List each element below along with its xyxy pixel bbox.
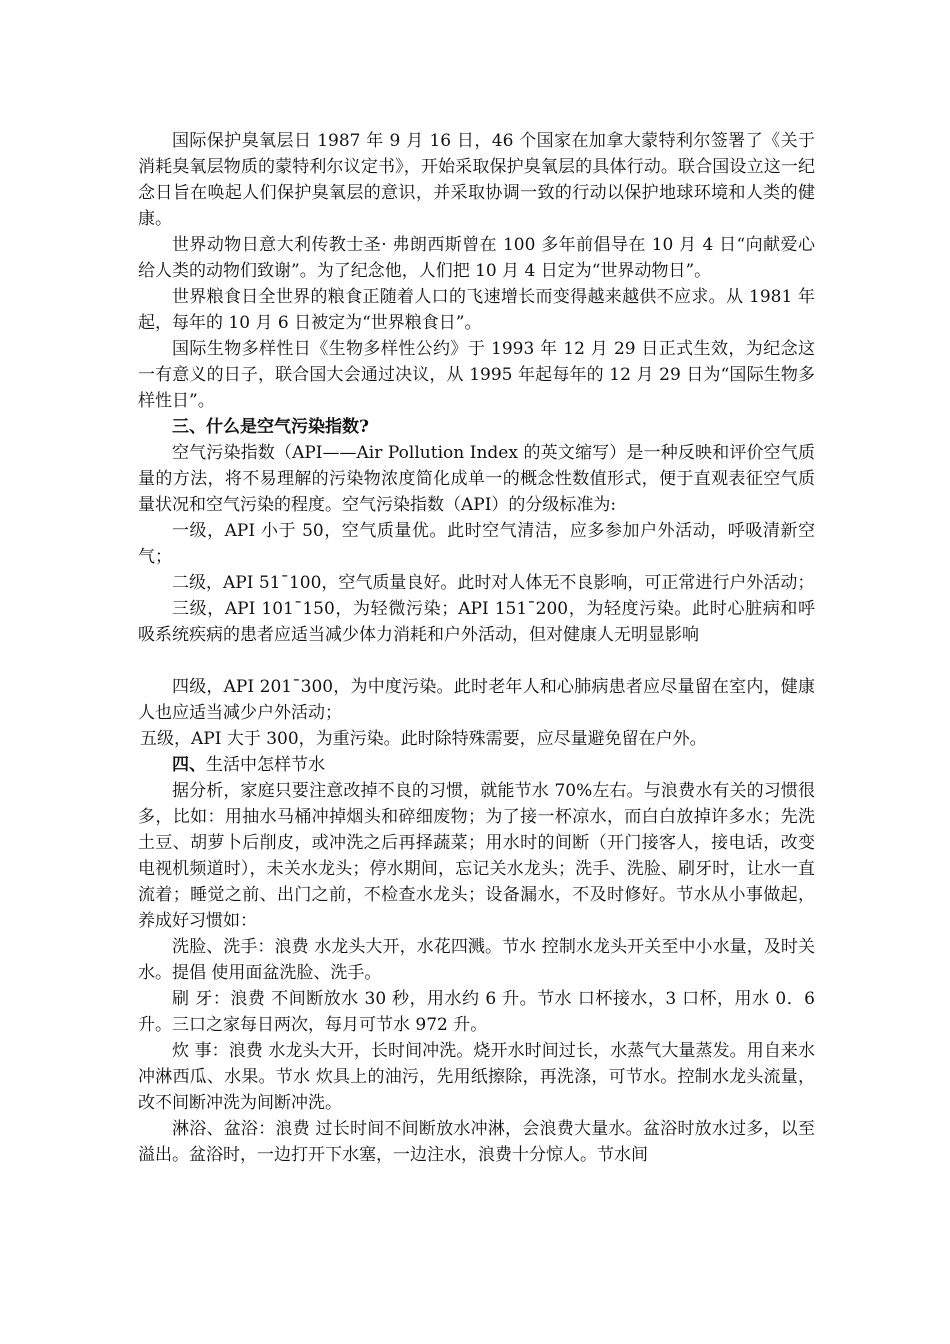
blank-line (138, 648, 815, 674)
tip-bathing: 淋浴、盆浴：浪费 过长时间不间断放水冲淋，会浪费大量水。盆浴时放水过多，以至溢出。盆浴时，一边打开下水塞，一边注水，浪费十分惊人。节水间 (138, 1119, 815, 1165)
tip-wash-face: 洗脸、洗手：浪费 水龙头大开，水花四溅。节水 控制水龙头开关至中小水量，及时关水。提倡 使用面盆洗脸、洗手。 (138, 937, 815, 983)
paragraph-food-day: 世界粮食日全世界的粮食正随着人口的飞速增长而变得越来越供不应求。从 1981 年起，每年的 10 月 6 日被定为“世界粮食日”。 (138, 287, 815, 333)
paragraph-api-intro: 空气污染指数（API——Air Pollution Index 的英文缩写）是一种反映和评价空气质量的方法，将不易理解的污染物浓度简化成单一的概念性数值形式，便于直观表征空气质量状况和空气污染的程度。空气污染指数（API）的分级标准为: (138, 443, 815, 515)
section-heading-air-pollution-index: 三、什么是空气污染指数? (172, 417, 369, 437)
section-heading-water-saving (138, 752, 815, 778)
tip-brush-teeth: 刷 牙：浪费 不间断放水 30 秒，用水约 6 升。节水 口杯接水，3 口杯，用水 0．6 升。三口之家每日两次，每月可节水 972 升。 (138, 989, 815, 1035)
api-level-3: 三级，API 101¯150，为轻微污染；API 151¯200，为轻度污染。此时心脏病和呼吸系统疾病的患者应适当减少体力消耗和户外活动，但对健康人无明显影响 (138, 599, 815, 645)
section-heading-text: 生活中怎样节水 (206, 755, 325, 775)
tip-cooking: 炊 事：浪费 水龙头大开，长时间冲洗。烧开水时间过长，水蒸气大量蒸发。用自来水冲淋西瓜、水果。节水 炊具上的油污，先用纸擦除，再洗涤，可节水。控制水龙头流量，改不间断冲洗为间断冲洗。 (138, 1041, 815, 1113)
paragraph-biodiversity-day: 国际生物多样性日《生物多样性公约》于 1993 年 12 月 29 日正式生效，为纪念这一有意义的日子，联合国大会通过决议，从 1995 年起每年的 12 月 29 日为“国际生物多样性日”。 (138, 339, 815, 411)
api-level-5: 五级，API 大于 300，为重污染。此时除特殊需要，应尽量避免留在户外。 (140, 729, 707, 749)
api-level-2: 二级，API 51¯100，空气质量良好。此时对人体无不良影响，可正常进行户外活动； (172, 573, 815, 593)
paragraph-animal-day: 世界动物日意大利传教士圣· 弗朗西斯曾在 100 多年前倡导在 10 月 4 日“向献爱心给人类的动物们致谢”。为了纪念他，人们把 10 月 4 日定为“世界动物日”。 (138, 235, 815, 281)
section-heading-number: 四、 (172, 755, 206, 775)
paragraph-water-intro: 据分析，家庭只要注意改掉不良的习惯，就能节水 70%左右。与浪费水有关的习惯很多，比如：用抽水马桶冲掉烟头和碎细废物；为了接一杯凉水，而白白放掉许多水；先洗土豆、胡萝卜后削皮，或冲洗之后再择蔬菜；用水时的间断（开门接客人，接电话，改变电视机频道时），未关水龙头；停水期间，忘记关水龙头；洗手、洗脸、刷牙时，让水一直流着；睡觉之前、出门之前，不检查水龙头；设备漏水，不及时修好。节水从小事做起，养成好习惯如： (138, 781, 815, 931)
api-level-4: 四级，API 201¯300，为中度污染。此时老年人和心肺病患者应尽量留在室内，健康人也应适当减少户外活动； (138, 677, 815, 723)
paragraph-ozone-day: 国际保护臭氧层日 1987 年 9 月 16 日，46 个国家在加拿大蒙特利尔签署了《关于消耗臭氧层物质的蒙特利尔议定书》，开始采取保护臭氧层的具体行动。联合国设立这一纪念日旨在唤起人们保护臭氧层的意识，并采取协调一致的行动以保护地球环境和人类的健康。 (138, 131, 815, 229)
document-body (138, 128, 815, 1168)
api-level-1: 一级，API 小于 50，空气质量优。此时空气清洁，应多参加户外活动，呼吸清新空气； (138, 521, 815, 567)
